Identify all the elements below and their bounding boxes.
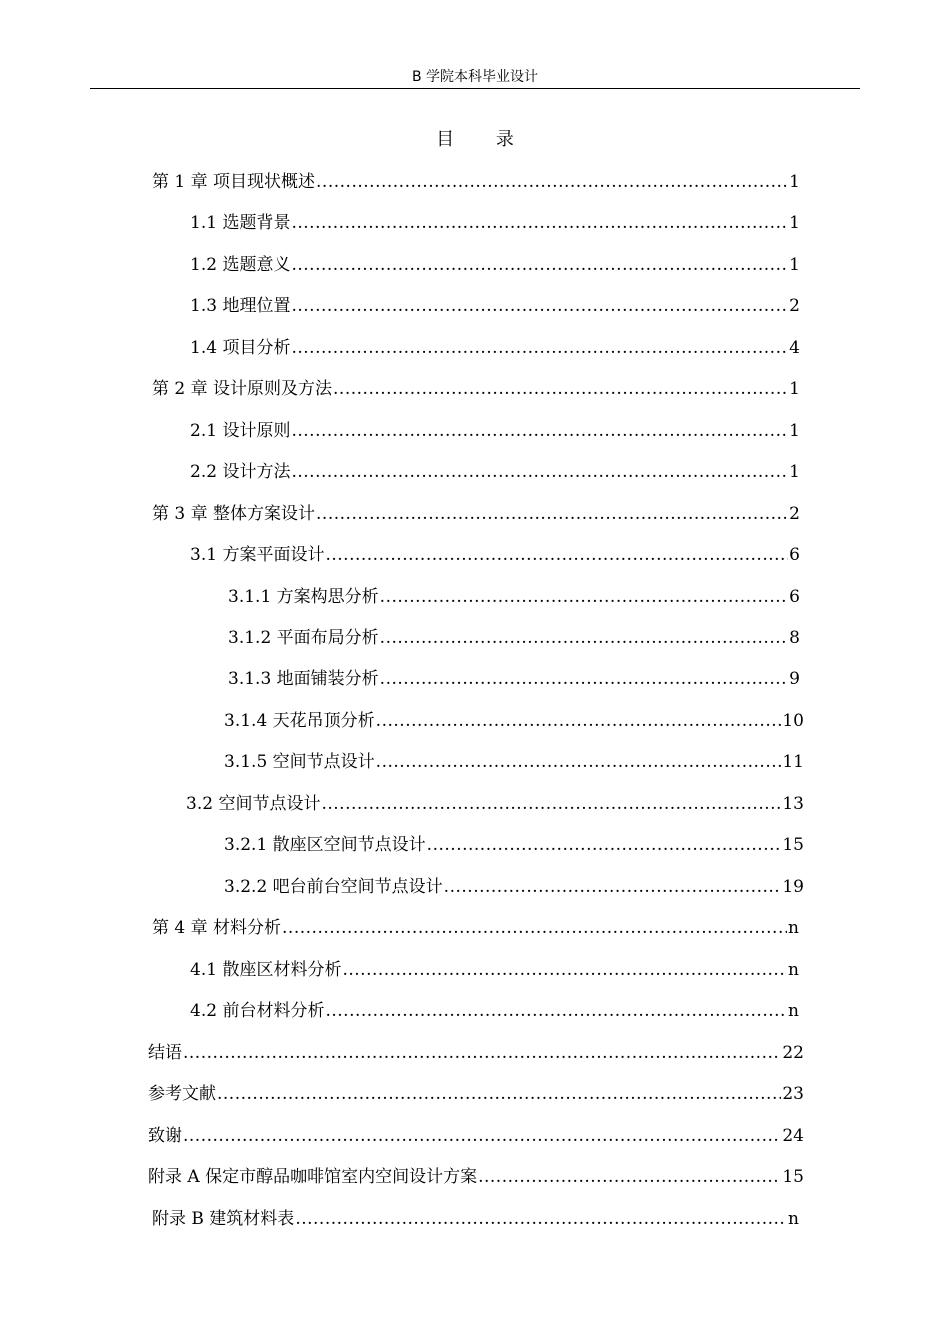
toc-entry-1-3[interactable] [190, 294, 800, 318]
toc-entry-label: 3.2.2 吧台前台空间节点设计 [224, 877, 443, 897]
toc-page-number: 1 [789, 255, 800, 275]
toc-leader-dots [183, 1124, 781, 1148]
toc-entry-label: 3.1.3 地面铺装分析 [228, 669, 379, 689]
toc-title: 目 录 [436, 129, 532, 150]
toc-entry-label: 结语 [148, 1043, 182, 1063]
toc-entry-2-1[interactable] [190, 419, 800, 443]
toc-leader-dots [444, 875, 782, 899]
toc-page-number: n [788, 918, 799, 938]
toc-entry-3-1-1[interactable] [228, 585, 800, 609]
toc-entry-4-1[interactable] [190, 958, 799, 982]
toc-entry-references[interactable] [148, 1082, 804, 1106]
toc-entry-label: 1.4 项目分析 [190, 338, 291, 358]
toc-entry-label: 第 2 章 设计原则及方法 [152, 379, 333, 399]
toc-entry-label: 3.1 方案平面设计 [190, 545, 325, 565]
toc-entry-label: 第 3 章 整体方案设计 [152, 504, 316, 524]
toc-entry-label: 3.2.1 散座区空间节点设计 [224, 835, 426, 855]
toc-entry-4-2[interactable] [190, 999, 799, 1023]
toc-entry-label: 3.1.2 平面布局分析 [228, 628, 379, 648]
toc-page-number: n [788, 1001, 799, 1021]
toc-page-number: 22 [782, 1043, 804, 1063]
toc-entry-1-1[interactable] [190, 211, 800, 235]
toc-leader-dots [291, 253, 788, 277]
toc-page-number: n [788, 960, 799, 980]
toc-leader-dots [291, 460, 788, 484]
toc-entry-label: 4.2 前台材料分析 [190, 1001, 325, 1021]
toc-entry-label: 3.1.1 方案构思分析 [228, 587, 379, 607]
toc-entry-label: 2.2 设计方法 [190, 462, 291, 482]
toc-page-number: 9 [789, 669, 800, 689]
toc-entry-1-2[interactable] [190, 253, 800, 277]
toc-leader-dots [291, 336, 788, 360]
page-header [90, 66, 860, 89]
toc-leader-dots [282, 916, 787, 940]
toc-page-number: 11 [782, 752, 804, 772]
toc-page-number: 1 [789, 213, 800, 233]
toc-page-number: 8 [789, 628, 800, 648]
toc-page-number: 23 [782, 1084, 804, 1104]
toc-entry-appendix-a[interactable] [148, 1165, 804, 1189]
toc-entry-chapter-4[interactable] [152, 916, 799, 940]
toc-page-number: 2 [789, 504, 800, 524]
toc-page-number: 10 [782, 711, 804, 731]
toc-entry-3-2-2[interactable] [224, 875, 804, 899]
toc-page-number: 2 [789, 296, 800, 316]
toc-entry-label: 1.3 地理位置 [190, 296, 291, 316]
toc-entry-3-1-5[interactable] [224, 750, 804, 774]
toc-page-number: n [788, 1209, 799, 1229]
toc-page-number: 1 [789, 172, 800, 192]
toc-page-number: 4 [789, 338, 800, 358]
toc-page-number: 13 [782, 794, 804, 814]
toc-entry-3-1-4[interactable] [224, 709, 804, 733]
toc-leader-dots [333, 377, 788, 401]
toc-page-number: 15 [782, 835, 804, 855]
toc-leader-dots [380, 626, 789, 650]
toc-entry-3-1-2[interactable] [228, 626, 800, 650]
toc-leader-dots [342, 958, 787, 982]
toc-page-number: 1 [789, 462, 800, 482]
toc-entry-2-2[interactable] [190, 460, 800, 484]
toc-leader-dots [325, 543, 788, 567]
toc-page-number: 15 [782, 1167, 804, 1187]
toc-entry-3-2[interactable] [186, 792, 804, 816]
toc-leader-dots [291, 419, 788, 443]
toc-leader-dots [217, 1082, 781, 1106]
toc-entry-label: 2.1 设计原则 [190, 421, 291, 441]
toc-entry-label: 1.1 选题背景 [190, 213, 291, 233]
toc-leader-dots [376, 709, 782, 733]
toc-page-number: 24 [782, 1126, 804, 1146]
toc-page-number: 19 [782, 877, 804, 897]
header-text: B 学院本科毕业设计 [411, 69, 539, 85]
toc-entry-label: 3.2 空间节点设计 [186, 794, 321, 814]
toc-entry-label: 4.1 散座区材料分析 [190, 960, 342, 980]
toc-entry-label: 第 1 章 项目现状概述 [152, 172, 316, 192]
toc-leader-dots [183, 1041, 781, 1065]
toc-leader-dots [380, 667, 789, 691]
toc-entry-acknowledgements[interactable] [148, 1124, 804, 1148]
toc-entry-label: 参考文献 [148, 1084, 216, 1104]
toc-leader-dots [291, 294, 788, 318]
toc-leader-dots [380, 585, 789, 609]
toc-leader-dots [291, 211, 788, 235]
toc-page-number: 1 [789, 379, 800, 399]
toc-entry-label: 3.1.5 空间节点设计 [224, 752, 375, 772]
toc-entry-appendix-b[interactable] [152, 1207, 799, 1231]
toc-leader-dots [427, 833, 782, 857]
toc-entry-label: 第 4 章 材料分析 [152, 918, 282, 938]
toc-entry-label: 附录 B 建筑材料表 [152, 1209, 295, 1229]
toc-leader-dots [376, 750, 782, 774]
toc-entry-chapter-1[interactable] [152, 170, 800, 194]
toc-leader-dots [321, 792, 781, 816]
toc-page-number: 6 [789, 545, 800, 565]
toc-page-number: 6 [789, 587, 800, 607]
toc-entry-label: 3.1.4 天花吊顶分析 [224, 711, 375, 731]
toc-entry-label: 致谢 [148, 1126, 182, 1146]
toc-entry-3-1[interactable] [190, 543, 800, 567]
toc-entry-chapter-2[interactable] [152, 377, 800, 401]
toc-leader-dots [478, 1165, 781, 1189]
toc-leader-dots [325, 999, 787, 1023]
toc-entry-label: 附录 A 保定市醇品咖啡馆室内空间设计方案 [148, 1167, 478, 1187]
toc-entry-conclusion[interactable] [148, 1041, 804, 1065]
toc-entry-label: 1.2 选题意义 [190, 255, 291, 275]
toc-leader-dots [316, 170, 788, 194]
toc-leader-dots [295, 1207, 787, 1231]
toc-page-number: 1 [789, 421, 800, 441]
toc-entry-1-4[interactable] [190, 336, 800, 360]
toc-leader-dots [316, 502, 788, 526]
toc-entry-3-1-3[interactable] [228, 667, 800, 691]
toc-entry-3-2-1[interactable] [224, 833, 804, 857]
toc-entry-chapter-3[interactable] [152, 502, 800, 526]
